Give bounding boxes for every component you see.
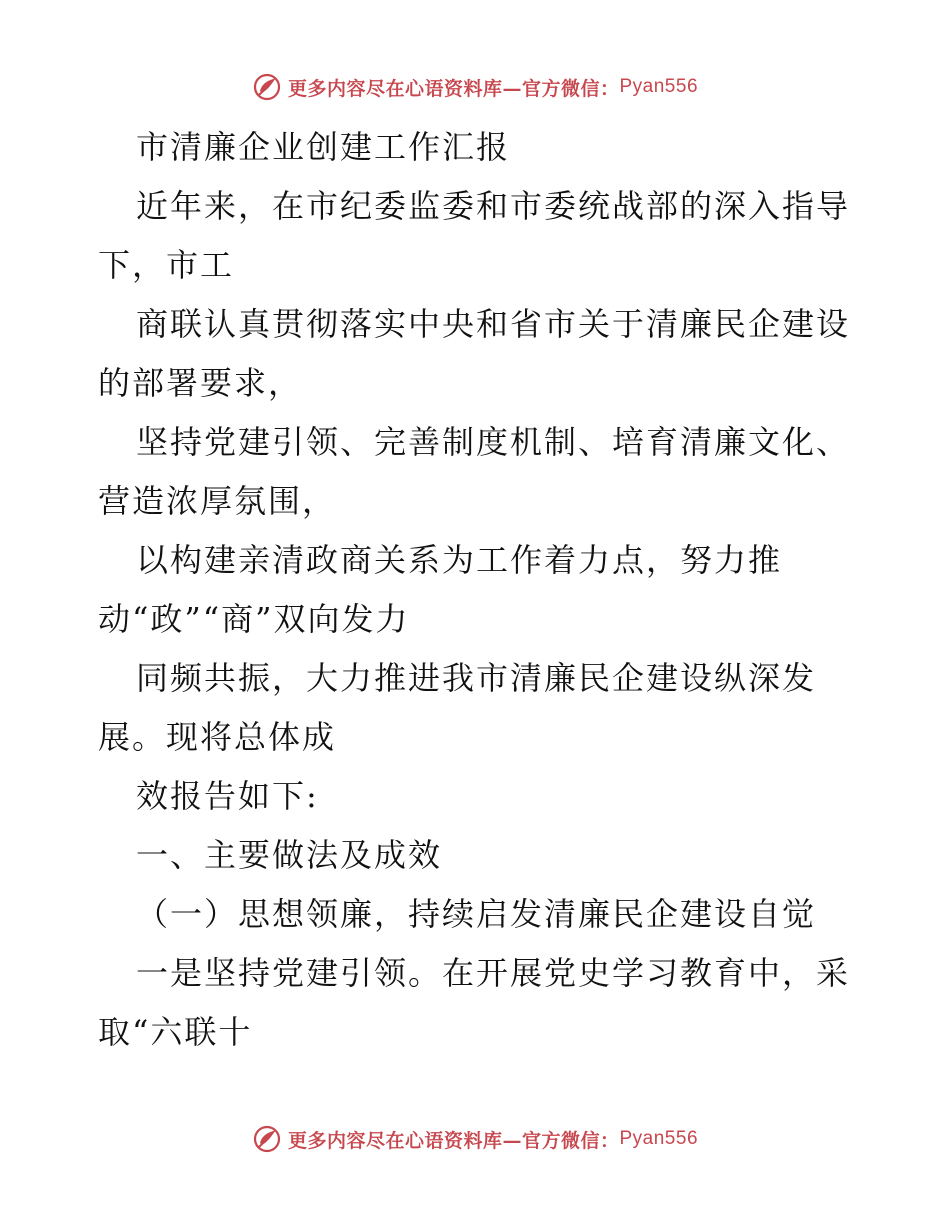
watermark-handle: Pyan556 [619,76,699,97]
paragraph: 近年来，在市纪委监委和市委统战部的深入指导下，市工 [98,187,851,284]
brand-logo-icon [252,1124,282,1154]
paragraph: 同频共振，大力推进我市清廉民企建设纵深发展。现将总体成 [98,659,817,756]
watermark-handle: Pyan556 [619,1128,699,1149]
watermark-text: 更多内容尽在心语资料库—官方微信： [287,1129,620,1152]
paragraph: 坚持党建引领、完善制度机制、培育清廉文化、营造浓厚氛围， [98,423,851,520]
paragraph: 一是坚持党建引领。在开展党史学习教育中，采取“六联十 [98,954,851,1051]
brand-logo-icon [252,72,282,102]
document-title: 市清廉企业创建工作汇报 [136,128,511,166]
paragraph: 以构建亲清政商关系为工作着力点，努力推动“政”“商”双向发力 [98,541,783,638]
paragraph: 效报告如下: [136,777,319,815]
paragraph: 商联认真贯彻落实中央和省市关于清廉民企建设的部署要求， [98,305,851,402]
section-heading: 一、主要做法及成效 [136,836,443,874]
watermark-text: 更多内容尽在心语资料库—官方微信： [287,77,620,100]
subsection-heading: （一）思想领廉，持续启发清廉民企建设自觉 [136,895,817,933]
watermark-header [0,72,950,102]
watermark-footer [0,1124,950,1154]
document-body [98,118,858,1062]
